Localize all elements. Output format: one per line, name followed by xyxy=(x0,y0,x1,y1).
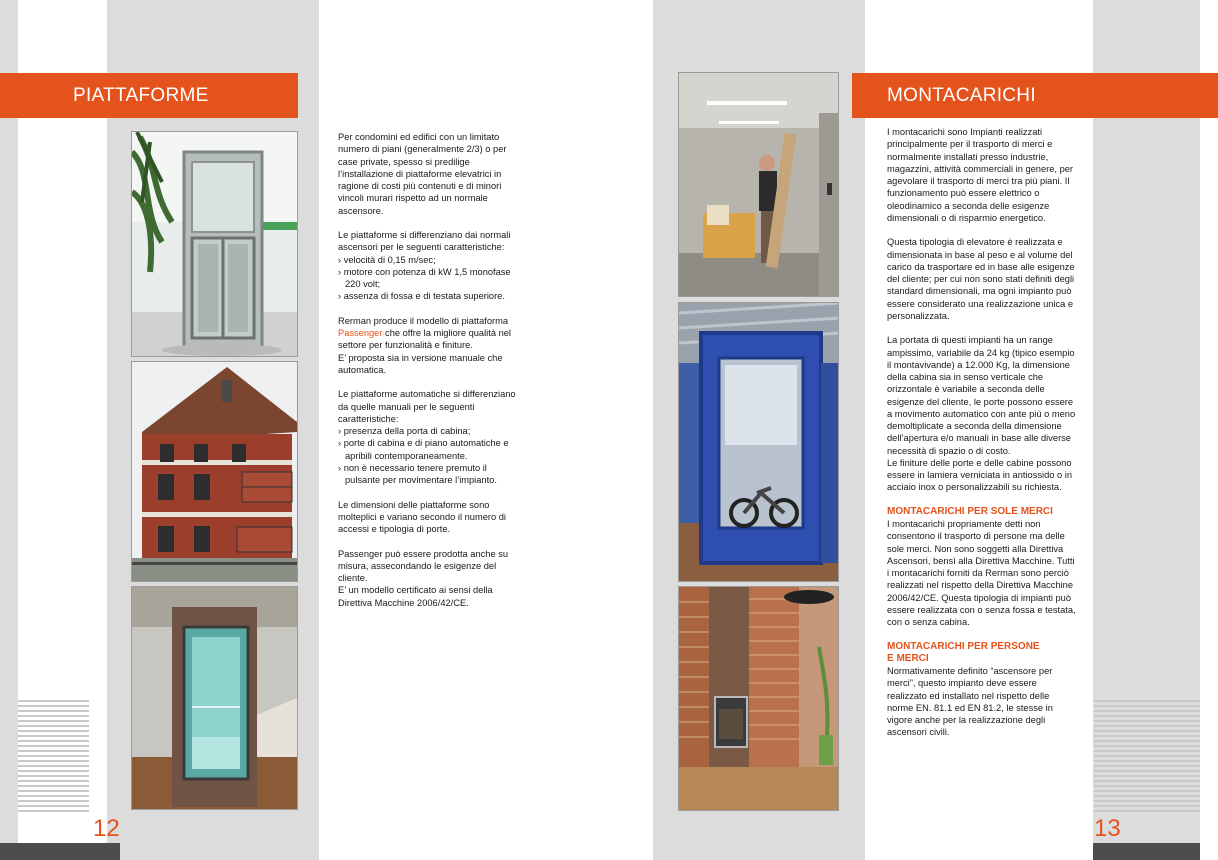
photo-cabin-stairs-image xyxy=(132,587,298,810)
left-footer-bar xyxy=(0,843,120,860)
photo-blue-lift-motorcycle-image xyxy=(679,303,839,582)
custom-paragraph: Passenger può essere prodotta anche su misura, assecondando le esigenze del cliente. xyxy=(338,548,509,583)
section-title-montacarichi xyxy=(852,73,1218,118)
photo-dumbwaiter-kitchen xyxy=(678,586,839,811)
left-text-column xyxy=(338,131,523,609)
paragraph-persone-merci: Normativamente definito “ascensore per merci”, questo impianto deve essere realizzato ed installato nel rispetto delle norme EN. 81.1 ed EN 81.2, le stesse in vigore anche per la realizzazione degli ascensori civili. xyxy=(887,666,1053,738)
heading-persone-merci-line1: MONTACARICHI PER PERSONE xyxy=(887,640,1040,652)
heading-persone-merci xyxy=(887,641,1077,666)
right-footer-bar xyxy=(1093,843,1200,860)
heading-sole-merci: MONTACARICHI PER SOLE MERCI xyxy=(887,505,1053,517)
section-title-text: MONTACARICHI xyxy=(887,84,1036,106)
page-number-right: 13 xyxy=(1094,815,1121,842)
automatic-block xyxy=(338,388,523,486)
section-title-text: PIATTAFORME xyxy=(73,84,209,106)
model-post-text: che offre la migliore qualità nel settore per funzionalità e finiture. xyxy=(338,328,511,351)
heading-persone-merci-line2: E MERCI xyxy=(887,652,929,664)
automatic-intro: Le piattaforme automatiche si differenziano da quelle manuali per le seguenti caratteristiche: xyxy=(338,389,516,424)
photo-brick-house xyxy=(131,361,298,582)
right-text-column xyxy=(887,126,1077,751)
model-name-highlight: Passenger xyxy=(338,328,383,338)
dimensions-paragraph: Le dimensioni delle piattaforme sono molteplici e variano secondo il numero di accessi e tipologia di porte. xyxy=(338,499,506,534)
photo-platform-glass-lift xyxy=(131,131,298,357)
automatic-list xyxy=(338,425,523,486)
list-item: › porte di cabina e di piano automatiche e apribili contemporaneamente. xyxy=(338,438,509,461)
left-edge-strip xyxy=(0,0,18,860)
intro-paragraph: Per condomini ed edifici con un limitato numero di piani (generalmente 2/3) o per case private, spesso si predilige l’installazione di piattaforme elevatrici in ragione di costi più contenuti e di minori vincoli murari rispetto ad un normale ascensore. xyxy=(338,132,507,216)
paragraph-finishes: Le finiture delle porte e delle cabine possono essere in lamiera verniciata in antiossido o in acciaio inox o personalizzabili su richiesta. xyxy=(887,457,1072,493)
photo-brick-house-image xyxy=(132,362,298,582)
list-item: › velocità di 0,15 m/sec; xyxy=(338,254,436,265)
page-number-left: 12 xyxy=(93,815,120,842)
photo-blue-lift-motorcycle xyxy=(678,302,839,582)
list-item: › motore con potenza di kW 1,5 monofase 220 volt; xyxy=(338,266,511,289)
differences-list xyxy=(338,254,523,303)
section-title-piattaforme xyxy=(0,73,298,118)
left-decor-lines xyxy=(18,700,89,812)
paragraph-sole-merci: I montacarichi propriamente detti non consentono il trasporto di persone ma delle sole merci. Non sono soggetti alla Direttiva Ascensori, bensì alla Direttiva Macchine. Tutti i montacarichi forniti da Rerman sono perciò realizzati nel rispetto della Direttiva Macchine 2006/42/CE. Questa tipologia di impianti può essere realizzata con o senza fossa e testata, con o senza cabina. xyxy=(887,519,1076,627)
model-pre-text: Rerman produce il modello di piattaforma xyxy=(338,315,509,326)
custom-block xyxy=(338,548,523,609)
list-item: › presenza della porta di cabina; xyxy=(338,426,471,436)
list-item: › non è necessario tenere premuto il pulsante per movimentare l’impianto. xyxy=(338,462,497,485)
model-paragraph xyxy=(338,315,523,376)
differences-intro: Le piattaforme si differenziano dai normali ascensori per le seguenti caratteristiche: xyxy=(338,230,511,253)
paragraph-typology: Questa tipologia di elevatore è realizzata e dimensionata in base al peso e al volume del carico da trasportare ed in base alle esigenze del cliente; per cui non sono stati definiti degli standard dimensionali, ma ogni impianto può essere considerato una realizzazione unica e personalizzata. xyxy=(887,237,1075,321)
paragraph-general: I montacarichi sono Impianti realizzati principalmente per il trasporto di merci e normalmente installati presso industrie, magazzini, attività commerciali in genere, per agevolare il trasporto di merci tra più piani. Il funzionamento può essere elettrico o oleodinamico a seconda delle esigenze dimensionali o di risparmio energetico. xyxy=(887,127,1074,223)
right-decor-lines xyxy=(1094,700,1200,812)
photo-platform-glass-lift-image xyxy=(132,132,298,357)
list-item: › assenza di fossa e di testata superiore. xyxy=(338,291,505,302)
photo-goods-lift-interior xyxy=(678,72,839,297)
paragraph-capacity: La portata di questi impianti ha un range ampissimo, variabile da 24 kg (tipico esempio il montavivande) a 12.000 Kg, la dimensione della cabina sia in senso verticale che orizzontale è variabile a seconda delle esigenze del cliente, le porte possono essere a movimento automatico con ante più o meno demoltiplicate a seconda della dimensione dell’apertura e/o manuali in base alle diverse necessità di spazio o di costo. xyxy=(887,335,1076,456)
photo-goods-lift-interior-image xyxy=(679,73,839,297)
photo-cabin-stairs xyxy=(131,586,298,810)
certified-paragraph: E’ un modello certificato ai sensi della Direttiva Macchine 2006/42/CE. xyxy=(338,585,493,608)
photo-dumbwaiter-kitchen-image xyxy=(679,587,839,811)
differences-block xyxy=(338,229,523,303)
model-versions-text: E’ proposta sia in versione manuale che automatica. xyxy=(338,352,503,375)
